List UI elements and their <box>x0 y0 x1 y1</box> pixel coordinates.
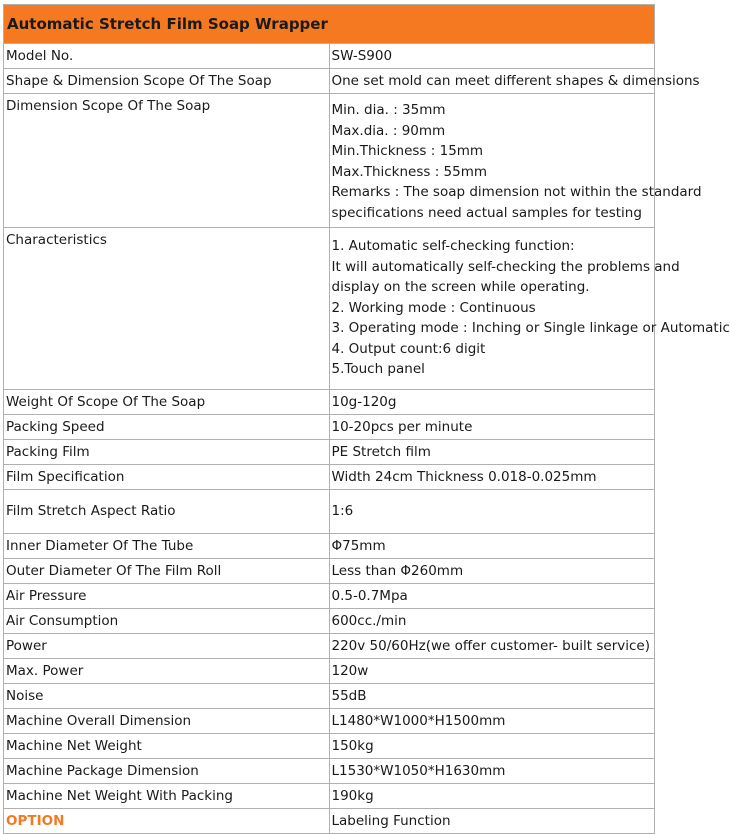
table-row <box>4 415 655 440</box>
row-value: 120w <box>329 659 655 684</box>
value-line: Max.dia. : 90mm <box>331 122 446 139</box>
row-value: 55dB <box>329 684 655 709</box>
value-line: Min.Thickness : 15mm <box>331 143 484 159</box>
table-row <box>4 94 655 228</box>
table-row <box>4 734 655 759</box>
table-row <box>4 44 655 69</box>
value-line: Max.Thickness : 55mm <box>331 163 488 180</box>
value-line: Remarks : The soap dimension not within the standard <box>331 184 702 200</box>
table-row <box>4 634 655 659</box>
row-value: 10g-120g <box>329 390 655 415</box>
row-value: 10-20pcs per minute <box>329 415 655 440</box>
value-line: specifications need actual samples for testing <box>331 204 642 221</box>
row-label: Shape & Dimension Scope Of The Soap <box>4 69 330 94</box>
table-row <box>4 490 655 534</box>
table-row <box>4 709 655 734</box>
row-label: Packing Film <box>4 440 330 465</box>
row-value: SW-S900 <box>329 44 655 69</box>
row-value: 190kg <box>329 784 655 809</box>
table-row <box>4 584 655 609</box>
table-row <box>4 784 655 809</box>
option-label: OPTION <box>4 809 330 834</box>
table-row <box>4 440 655 465</box>
row-label: Air Pressure <box>4 584 330 609</box>
row-label: Air Consumption <box>4 609 330 634</box>
row-value: 600cc./min <box>329 609 655 634</box>
row-value: L1480*W1000*H1500mm <box>329 709 655 734</box>
row-label: Packing Speed <box>4 415 330 440</box>
table-title: Automatic Stretch Film Soap Wrapper <box>4 5 655 44</box>
value-line: display on the screen while operating. <box>331 279 590 295</box>
row-value: One set mold can meet different shapes & dimensions <box>329 69 655 94</box>
table-row <box>4 659 655 684</box>
table-row <box>4 759 655 784</box>
row-label: Power <box>4 634 330 659</box>
row-value: 150kg <box>329 734 655 759</box>
value-line: Min. dia. : 35mm <box>331 102 446 118</box>
row-label: Dimension Scope Of The Soap <box>4 94 330 228</box>
row-value: 1:6 <box>329 490 655 534</box>
row-label: Film Stretch Aspect Ratio <box>4 490 330 534</box>
row-label: Characteristics <box>4 228 330 390</box>
value-line: 5.Touch panel <box>331 361 425 377</box>
row-value: 220v 50/60Hz(we offer customer- built service) <box>329 634 655 659</box>
row-value: Less than Φ260mm <box>329 559 655 584</box>
option-value: Labeling Function <box>329 809 655 834</box>
table-row <box>4 609 655 634</box>
row-label: Machine Overall Dimension <box>4 709 330 734</box>
value-line: It will automatically self-checking the problems and <box>331 258 680 275</box>
row-value: Φ75mm <box>329 534 655 559</box>
value-line: 1. Automatic self-checking function: <box>331 238 575 254</box>
row-value: Width 24cm Thickness 0.018-0.025mm <box>329 465 655 490</box>
row-label: Max. Power <box>4 659 330 684</box>
option-row <box>4 809 655 834</box>
row-value: L1530*W1050*H1630mm <box>329 759 655 784</box>
table-row <box>4 534 655 559</box>
spec-table <box>3 4 730 834</box>
value-line: 3. Operating mode : Inching or Single linkage or Automatic <box>331 320 730 336</box>
row-label: Machine Net Weight With Packing <box>4 784 330 809</box>
row-label: Weight Of Scope Of The Soap <box>4 390 330 415</box>
value-line: 4. Output count:6 digit <box>331 340 486 357</box>
row-label: Noise <box>4 684 330 709</box>
row-label: Film Specification <box>4 465 330 490</box>
row-value: 0.5-0.7Mpa <box>329 584 655 609</box>
row-value-multiline <box>329 94 702 228</box>
value-line: 2. Working mode : Continuous <box>331 299 536 316</box>
row-value: PE Stretch film <box>329 440 655 465</box>
row-label: Inner Diameter Of The Tube <box>4 534 330 559</box>
table-row <box>4 684 655 709</box>
table-row <box>4 559 655 584</box>
row-label: Outer Diameter Of The Film Roll <box>4 559 330 584</box>
table-row <box>4 465 655 490</box>
title-row <box>4 5 655 44</box>
row-label: Machine Package Dimension <box>4 759 330 784</box>
row-label: Model No. <box>4 44 330 69</box>
row-label: Machine Net Weight <box>4 734 330 759</box>
table-row <box>4 69 655 94</box>
table-row <box>4 390 655 415</box>
table-row <box>4 228 655 390</box>
row-value-multiline <box>329 228 730 390</box>
